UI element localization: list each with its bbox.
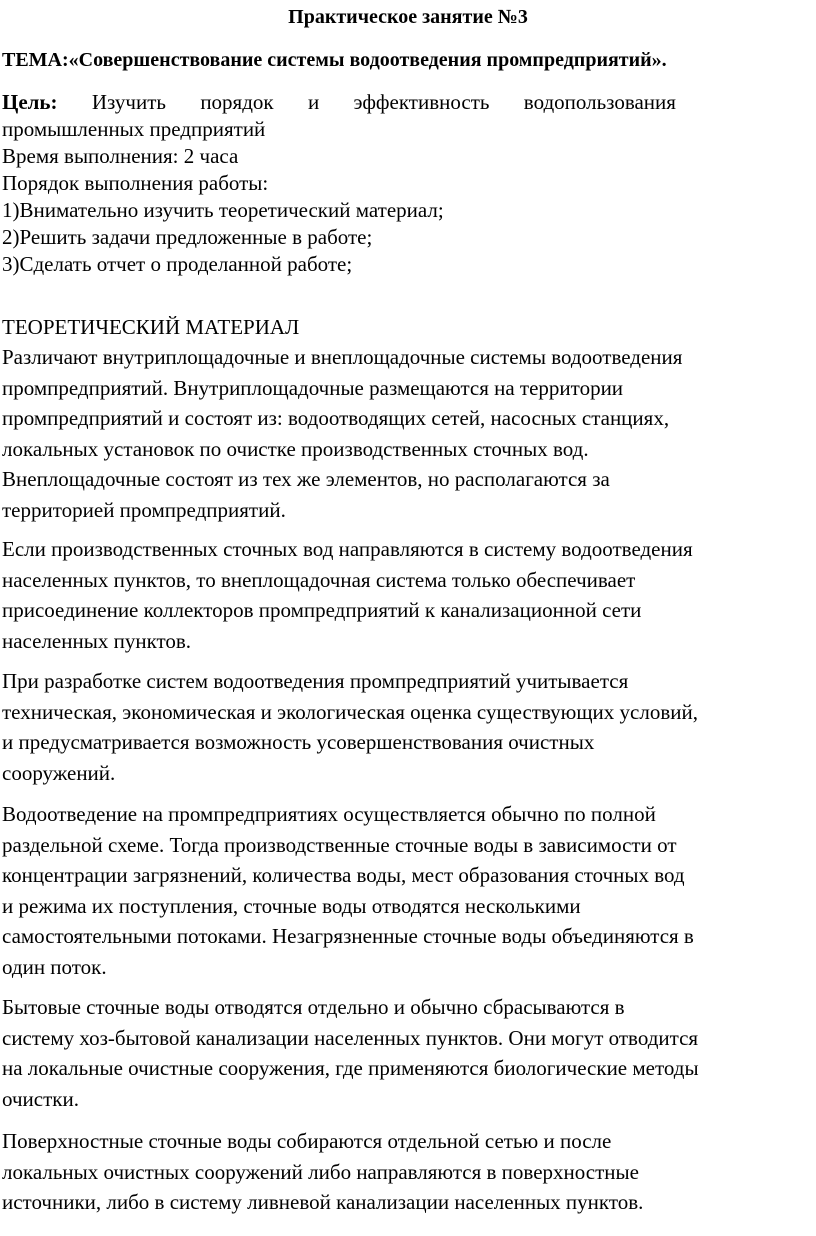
goal-word: эффективность: [353, 90, 490, 114]
goal-word: водопользования: [523, 90, 676, 114]
paragraph-line: локальных установок по очистке производственных сточных вод.: [2, 436, 589, 461]
paragraph: [2, 666, 814, 788]
paragraph-line: сооружений.: [2, 760, 116, 785]
step-item: 1)Внимательно изучить теоретический материал;: [2, 198, 444, 222]
paragraph-line: концентрации загрязнений, количества воды, мест образования сточных вод: [2, 863, 685, 887]
paragraph-line: локальных очистных сооружений либо направляются в поверхностные: [2, 1159, 639, 1184]
topic-line: ТЕМА:«Совершенствование системы водоотведения промпредприятий».: [2, 49, 667, 71]
paragraph-line: и предусматривается возможность усовершенствования очистных: [2, 730, 595, 754]
paragraph-line: Различают внутриплощадочные и внеплощадочные системы водоотведения: [2, 345, 683, 369]
goal-block: [2, 89, 814, 278]
paragraph-line: систему хоз-бытовой канализации населенных пунктов. Они могут отводится: [2, 1025, 699, 1050]
paragraph: [2, 992, 814, 1114]
goal-word: и: [307, 90, 320, 114]
paragraph-line: техническая, экономическая и экологическая оценка существующих условий,: [2, 699, 698, 724]
paragraph-line: При разработке систем водоотведения промпредприятий учитывается: [2, 669, 629, 693]
step-item: 2)Решить задачи предложенные в работе;: [2, 225, 373, 249]
paragraph-line: населенных пунктов.: [2, 628, 192, 653]
goal-word: порядок: [200, 90, 274, 114]
goal-line: [2, 89, 676, 116]
document-title: Практическое занятие №3: [288, 6, 528, 28]
paragraph-line: промпредприятий. Внутриплощадочные размещаются на территории: [2, 375, 624, 400]
theory-heading: ТЕОРЕТИЧЕСКИЙ МАТЕРИАЛ: [2, 315, 300, 339]
paragraph-line: самостоятельными потоками. Незагрязненные сточные воды объединяются в: [2, 924, 694, 948]
paragraph-line: очистки.: [2, 1086, 79, 1111]
paragraph-line: населенных пунктов, то внеплощадочная система только обеспечивает: [2, 567, 636, 592]
goal-line-2: промышленных предприятий: [2, 117, 266, 141]
procedure-heading: Порядок выполнения работы:: [2, 171, 269, 195]
paragraph-line: Внеплощадочные состоят из тех же элементов, но располагаются за: [2, 467, 610, 491]
time-line: Время выполнения: 2 часа: [2, 144, 239, 168]
paragraph-line: Водоотведение на промпредприятиях осуществляется обычно по полной: [2, 802, 656, 826]
paragraph: [2, 799, 814, 982]
paragraph-line: присоединение коллекторов промпредприятий к канализационной сети: [2, 598, 642, 622]
paragraph-line: промпредприятий и состоят из: водоотводящих сетей, насосных станциях,: [2, 406, 670, 430]
paragraph: [2, 1126, 814, 1218]
paragraph-line: территорией промпредприятий.: [2, 497, 286, 522]
theory-heading-block: [2, 312, 814, 343]
paragraph-line: источники, либо в систему ливневой канализации населенных пунктов.: [2, 1190, 644, 1214]
goal-label: Цель:: [2, 90, 58, 114]
paragraph-line: Если производственных сточных вод направляются в систему водоотведения: [2, 537, 693, 561]
paragraph-line: один поток.: [2, 954, 107, 979]
paragraph-line: на локальные очистные сооружения, где применяются биологические методы: [2, 1056, 699, 1080]
paragraph: [2, 342, 814, 525]
paragraph-line: раздельной схеме. Тогда производственные сточные воды в зависимости от: [2, 832, 677, 857]
paragraph-line: Бытовые сточные воды отводятся отдельно и обычно сбрасываются в: [2, 995, 625, 1019]
step-item: 3)Сделать отчет о проделанной работе;: [2, 252, 353, 276]
paragraph-line: Поверхностные сточные воды собираются отдельной сетью и после: [2, 1129, 612, 1153]
paragraph-line: и режима их поступления, сточные воды отводятся несколькими: [2, 893, 581, 918]
goal-word: Изучить: [91, 90, 166, 114]
paragraph: [2, 534, 814, 656]
